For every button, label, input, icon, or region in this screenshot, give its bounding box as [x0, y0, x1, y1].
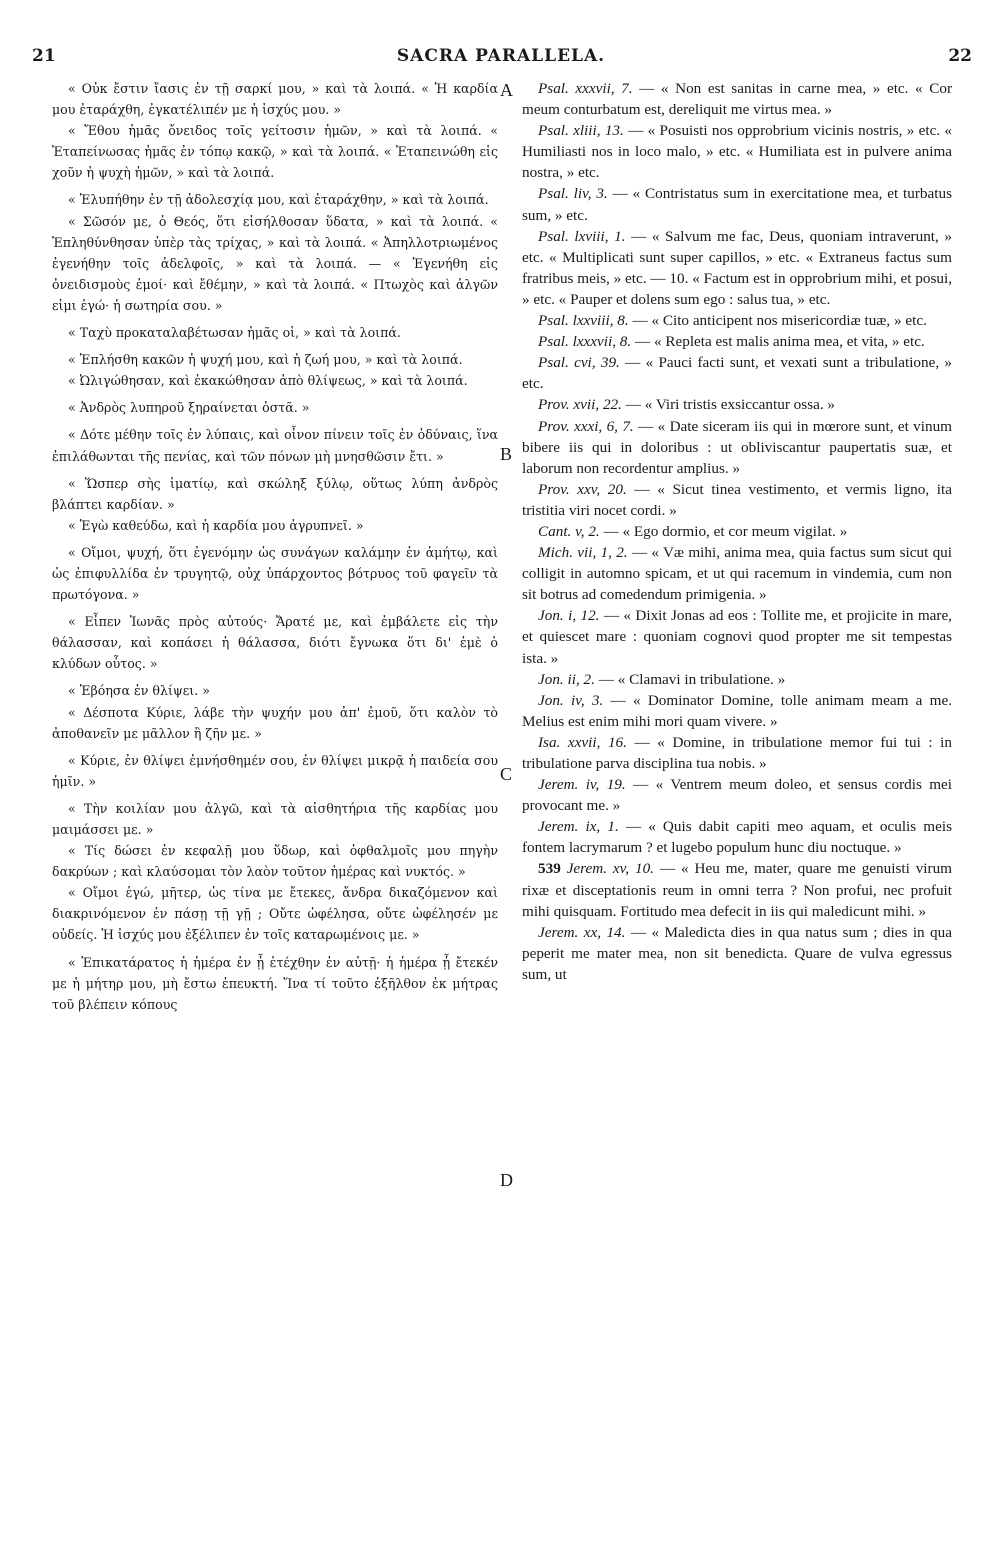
- greek-paragraph: « Ὥσπερ σὴς ἱματίῳ, καὶ σκώληξ ξύλῳ, οὕτως λύπη ἀνδρὸς βλάπτει καρδίαν. »: [52, 475, 498, 512]
- greek-paragraph: « Εἶπεν Ἰωνᾶς πρὸς αὐτούς· Ἄρατέ με, καὶ ἐμβάλετε εἰς τὴν θάλασσαν, καὶ κοπάσει ἡ θάλασσα, διότι ἔγνωκα ὅτι δι' ἐμὲ ὁ κλύδων οὗτος. »: [52, 614, 498, 672]
- greek-paragraph: « Ἔθου ἡμᾶς ὄνειδος τοῖς γείτοσιν ἡμῶν, » καὶ τὰ λοιπά. « Ἐταπείνωσας ἡμᾶς ἐν τόπῳ κακῷ, » καὶ τὰ λοιπά. « Ἐταπεινώθη εἰς χοῦν ἡ ψυχὴ ἡμῶν, » καὶ τὰ λοιπά.: [52, 123, 498, 181]
- scripture-reference: Jerem. ix, 1.: [538, 818, 619, 836]
- latin-paragraph: [522, 331, 952, 352]
- greek-paragraph: « Οἴμοι, ψυχή, ὅτι ἐγενόμην ὡς συνάγων καλάμην ἐν ἀμήτῳ, καὶ ὡς ἐπιφυλλίδα ἐν τρυγητῷ, οὐχ ὑπάρχοντος βότρυος τοῦ φαγεῖν τὰ πρωτόγονα. »: [52, 544, 498, 603]
- latin-paragraph: [522, 669, 952, 690]
- latin-text: — « Clamavi in tribulatione. »: [594, 670, 786, 688]
- greek-paragraph: « Ἐγὼ καθεύδω, καὶ ἡ καρδία μου ἀγρυπνεῖ. »: [68, 517, 364, 533]
- latin-text: — « Viri tristis exsiccantur ossa. »: [621, 396, 836, 414]
- scripture-reference: Jerem. xv, 10.: [566, 860, 654, 878]
- greek-paragraph: « Ἐβόησα ἐν θλίψει. »: [68, 683, 210, 699]
- latin-text: — « Cito anticipent nos misericordiæ tuæ, » etc.: [628, 312, 927, 330]
- greek-paragraph: « Ἐπικατάρατος ἡ ἡμέρα ἐν ᾗ ἐτέχθην ἐν αὐτῇ· ἡ ἡμέρα ᾗ ἔτεκέν με ἡ μήτηρ μου, μὴ ἔστω ἐπευκτή. Ἵνα τί τοῦτο ἐξῆλθον ἐκ μήτρας τοῦ βλέπειν κόπους: [52, 954, 498, 1012]
- column-number: 539: [538, 860, 561, 878]
- latin-paragraph: [522, 521, 952, 542]
- greek-paragraph: « Ὠλιγώθησαν, καὶ ἐκακώθησαν ἀπὸ θλίψεως, » καὶ τὰ λοιπά.: [68, 373, 468, 389]
- greek-paragraph: « Δότε μέθην τοῖς ἐν λύπαις, καὶ οἶνον πίνειν τοῖς ἐν ὀδύναις, ἵνα ἐπιλάθωνται τῆς πενίας, καὶ τῶν πόνων μὴ μνησθῶσιν ἔτι. »: [52, 427, 498, 464]
- latin-paragraph: [522, 922, 952, 985]
- margin-letter-d: D: [500, 1170, 513, 1190]
- latin-paragraph: [522, 416, 952, 479]
- scripture-reference: Jon. iv, 3.: [538, 691, 604, 709]
- scripture-reference: Mich. vii, 1, 2.: [538, 544, 628, 562]
- greek-column: [52, 78, 498, 1015]
- latin-paragraph: [522, 394, 952, 415]
- latin-text: — « Salvum me fac, Deus, quoniam intraverunt, » etc. « Multiplicati sunt super capillos, » etc. « Extraneus factus sum fratribus meis, » etc. — 10. « Factum est in opprobrium mihi, et posui, » etc. « Pauper et dolens sum ego : salus tua, » etc.: [522, 227, 952, 308]
- scripture-reference: Cant. v, 2.: [538, 522, 600, 540]
- latin-paragraph: [522, 690, 952, 732]
- scripture-reference: Psal. cvi, 39.: [538, 354, 620, 372]
- latin-paragraph: [522, 774, 952, 816]
- latin-paragraph: [522, 310, 952, 331]
- scripture-reference: Prov. xvii, 22.: [538, 396, 622, 414]
- latin-paragraph: [522, 542, 952, 605]
- scripture-reference: Prov. xxv, 20.: [538, 480, 627, 498]
- margin-letter-a: A: [500, 80, 513, 100]
- scripture-reference: Jerem. xx, 14.: [538, 923, 626, 941]
- margin-letter-b: B: [500, 444, 513, 464]
- greek-paragraph: « Ἀνδρὸς λυπηροῦ ξηραίνεται ὀστᾶ. »: [68, 400, 310, 416]
- scripture-reference: Jerem. iv, 19.: [538, 776, 626, 794]
- latin-text: — « Contristatus sum in exercitatione mea, et turbatus sum, » etc.: [522, 185, 952, 224]
- greek-paragraph: « Σῶσόν με, ὁ Θεός, ὅτι εἰσήλθοσαν ὕδατα, » καὶ τὰ λοιπά. « Ἐπληθύνθησαν ὑπὲρ τὰς τρίχας, » καὶ τὰ λοιπά. « Ἀπηλλοτριωμένος ἐγενήθην τοῖς ἀδελφοῖς, » καὶ τὰ λοιπά. — « Ἐγενήθη εἰς ὀνειδισμοὺς ἐμοί· καὶ ἔθέμην, » καὶ τὰ λοιπά. « Πτωχὸς καὶ ἀλγῶν εἰμι ἐγώ· ἡ σωτηρία σου. »: [52, 213, 498, 313]
- latin-text: — « Sicut tinea vestimento, et vermis ligno, ita tristitia viri nocet cordi. »: [522, 480, 952, 519]
- latin-paragraph: [522, 183, 952, 225]
- scripture-reference: Psal. xxxvii, 7.: [538, 80, 633, 97]
- latin-paragraph: [522, 120, 952, 183]
- greek-paragraph: « Κύριε, ἐν θλίψει ἐμνήσθημέν σου, ἐν θλίψει μικρᾷ ἡ παιδεία σου ἡμῖν. »: [52, 752, 498, 789]
- latin-text: — « Væ mihi, anima mea, quia factus sum sicut qui colligit in automno spicam, et ut qui racemum in vindemia, cum non sit botrus ad comedendum primigenia. »: [522, 544, 952, 604]
- scripture-reference: Psal. liv, 3.: [538, 185, 608, 203]
- latin-paragraph: [522, 352, 952, 394]
- greek-paragraph: « Ἐλυπήθην ἐν τῇ ἀδολεσχίᾳ μου, καὶ ἐταράχθην, » καὶ τὰ λοιπά.: [68, 192, 489, 208]
- latin-text: — « Non est sanitas in carne mea, » etc. « Cor meum conturbatum est, dereliquit me virtus mea. »: [522, 80, 952, 119]
- latin-text: — « Ventrem meum doleo, et sensus cordis mei provocant me. »: [522, 776, 953, 815]
- latin-text: — « Dixit Jonas ad eos : Tollite me, et projicite in mare, et quiescet mare : quoniam cognovi quod propter me sit tempestas ista. »: [522, 607, 952, 667]
- scripture-reference: Psal. xliii, 13.: [538, 122, 624, 140]
- margin-letter-c: C: [500, 764, 513, 784]
- scripture-reference: Jon. i, 12.: [538, 607, 600, 625]
- greek-paragraph: « Ἐπλήσθη κακῶν ἡ ψυχή μου, καὶ ἡ ζωή μου, » καὶ τὰ λοιπά.: [68, 352, 463, 368]
- latin-text: — « Quis dabit capiti meo aquam, et oculis meis fontem lacrymarum ? et lugebo populum hunc diu noctuque. »: [522, 818, 952, 857]
- scripture-reference: Psal. lxxviii, 8.: [538, 312, 629, 330]
- latin-paragraph: [522, 816, 952, 858]
- right-page-number: 22: [948, 46, 972, 66]
- scripture-reference: Jon. ii, 2.: [538, 670, 595, 688]
- latin-text: — « Repleta est malis anima mea, et vita, » etc.: [631, 333, 925, 351]
- latin-text: — « Domine, in tribulatione memor fui tui : in tribulatione parva disciplina tua nobis. »: [522, 733, 952, 772]
- scripture-reference: Isa. xxvii, 16.: [538, 733, 627, 751]
- latin-column: [522, 78, 952, 985]
- running-title: SACRA PARALLELA.: [396, 46, 606, 66]
- left-page-number: 21: [32, 46, 56, 66]
- latin-text: — « Dominator Domine, tolle animam meam a me. Melius est enim mihi mori quam vivere. »: [522, 691, 952, 730]
- latin-text: — « Maledicta dies in qua natus sum ; dies in qua peperit me mater mea, non sit benedicta. Quare de vulva egressus sum, ut: [522, 923, 952, 983]
- latin-text: — « Pauci facti sunt, et vexati sunt a tribulatione, » etc.: [522, 354, 953, 393]
- greek-paragraph: « Οἴμοι ἐγώ, μῆτερ, ὡς τίνα με ἔτεκες, ἄνδρα δικαζόμενον καὶ διακρινόμενον ἐν πάσῃ τῇ γῇ ; Οὔτε ὠφέλησα, οὔτε ὠφέλησέν με οὐδείς. Ἡ ἰσχύς μου ἐξέλιπεν ἐν τοῖς καταρωμένοις με. »: [52, 885, 498, 943]
- latin-paragraph: [522, 78, 952, 120]
- greek-paragraph: « Οὐκ ἔστιν ἴασις ἐν τῇ σαρκί μου, » καὶ τὰ λοιπά. « Ἡ καρδία μου ἐταράχθη, ἐγκατέλιπέν με ἡ ἰσχύς μου. »: [52, 81, 498, 118]
- scripture-reference: Psal. lxxxvii, 8.: [538, 333, 632, 351]
- greek-paragraph: « Ταχὺ προκαταλαβέτωσαν ἡμᾶς οἱ, » καὶ τὰ λοιπά.: [68, 325, 401, 341]
- greek-paragraph: « Τίς δώσει ἐν κεφαλῇ μου ὕδωρ, καὶ ὀφθαλμοῖς μου πηγὴν δακρύων ; καὶ κλαύσομαι τὸν λαὸν τοῦτον ἡμέρας καὶ νυκτός. »: [52, 843, 498, 880]
- latin-paragraph: [522, 732, 952, 774]
- latin-paragraph: [522, 605, 952, 668]
- scripture-reference: Prov. xxxi, 6, 7.: [538, 417, 634, 435]
- latin-text: — « Posuisti nos opprobrium vicinis nostris, » etc. « Humiliasti nos in loco malo, » etc. « Humiliata est in pulvere anima nostra, » etc.: [522, 122, 952, 182]
- latin-paragraph: [522, 226, 952, 310]
- latin-text: — « Ego dormio, et cor meum vigilat. »: [599, 522, 848, 540]
- scripture-reference: Psal. lxviii, 1.: [538, 227, 626, 245]
- latin-text: — « Date siceram iis qui in mœrore sunt, et vinum bibere iis qui in doloribus : ut obliviscantur paupertatis suæ, et laborum non recordentur amplius. »: [522, 417, 952, 477]
- greek-paragraph: « Τὴν κοιλίαν μου ἀλγῶ, καὶ τὰ αἰσθητήρια τῆς καρδίας μου μαιμάσσει με. »: [52, 800, 498, 837]
- latin-paragraph: [522, 858, 952, 921]
- latin-paragraph: [522, 479, 952, 521]
- greek-paragraph: « Δέσποτα Κύριε, λάβε τὴν ψυχήν μου ἀπ' ἐμοῦ, ὅτι καλὸν τὸ ἀποθανεῖν με μᾶλλον ἢ ζῆν με. »: [52, 704, 498, 741]
- latin-text: — « Heu me, mater, quare me genuisti virum rixæ et disceptationis reum in omni terra ? Non profui, nec profuit mihi quisquam. Fortitudo mea defecit in iis qui maledicunt mihi. »: [522, 860, 952, 920]
